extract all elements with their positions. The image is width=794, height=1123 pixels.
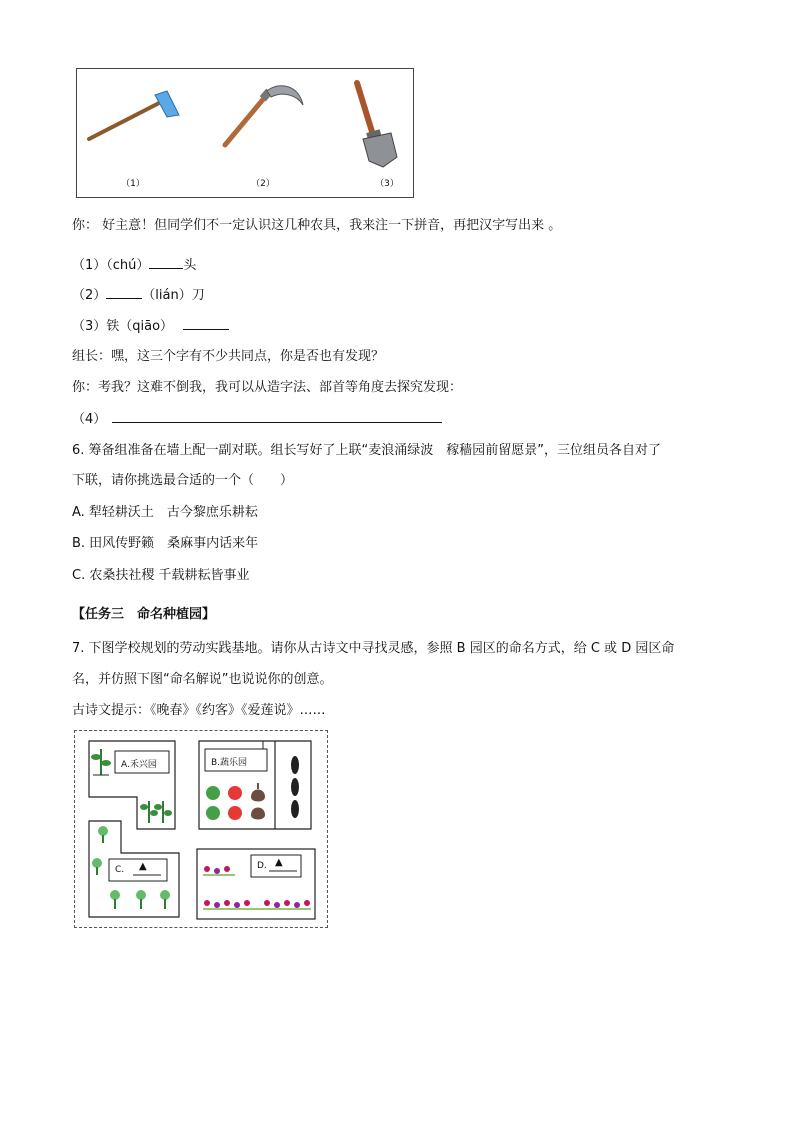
question-7-hint: 古诗文提示：《晚春》《约客》《爱莲说》…… bbox=[72, 703, 326, 718]
seedling-icon bbox=[91, 749, 111, 775]
question-4-prefix: （4） bbox=[72, 412, 107, 427]
question-3 bbox=[72, 317, 229, 336]
zone-a-label: A.禾兴园 bbox=[121, 760, 157, 770]
dialog-leader: 组长：嘿，这三个字有不少共同点，你是否也有发现？ bbox=[72, 349, 385, 364]
question-1-suffix: 头 bbox=[183, 258, 197, 273]
question-4 bbox=[72, 410, 442, 429]
question-1-prefix: （1）（chú） bbox=[72, 258, 150, 273]
tool-label-3: （3） bbox=[375, 179, 399, 189]
zone-b-label: B.蔬乐园 bbox=[211, 758, 248, 768]
question-6-stem-line1: 6. 筹备组准备在墙上配一副对联。组长写好了上联“麦浪涌绿波 稼穑园前留愿景”，三位组员各自对了 bbox=[72, 443, 662, 458]
question-6-option-b[interactable]: B. 田风传野籁 桑麻事内话来年 bbox=[72, 536, 259, 551]
tool-label-1: （1） bbox=[121, 179, 145, 189]
sickle-icon bbox=[217, 79, 307, 154]
tool-label-2: （2） bbox=[251, 179, 275, 189]
seedling-icon bbox=[140, 801, 172, 823]
answer-blank-3[interactable] bbox=[183, 317, 229, 330]
vegetable-icon bbox=[206, 783, 265, 820]
question-2-prefix: （2） bbox=[72, 288, 107, 303]
task-3-heading: 【任务三 命名种植园】 bbox=[72, 607, 216, 622]
question-1 bbox=[72, 256, 196, 275]
eggplant-icon bbox=[291, 756, 299, 818]
zone-c-placeholder[interactable]: ▲ bbox=[139, 861, 147, 872]
question-6-option-a[interactable]: A. 犁轻耕沃土 古今黎庶乐耕耘 bbox=[72, 505, 258, 520]
answer-blank-4[interactable] bbox=[112, 410, 442, 423]
question-7-stem-line1: 7. 下图学校规划的劳动实践基地。请你从古诗文中寻找灵感，参照 B 园区的命名方式，给 C 或 D 园区命 bbox=[72, 641, 675, 656]
zone-c-label: C. bbox=[115, 865, 125, 875]
hoe-icon bbox=[83, 83, 193, 153]
question-2 bbox=[72, 286, 205, 305]
farm-tools-figure bbox=[76, 68, 414, 198]
shovel-icon bbox=[347, 77, 407, 169]
question-7-stem-line2: 名，并仿照下图“命名解说”也说说你的创意。 bbox=[72, 672, 333, 687]
garden-plan-map bbox=[75, 731, 327, 927]
answer-blank-1[interactable] bbox=[149, 256, 183, 269]
dialog-you-1: 你： 好主意！但同学们不一定认识这几种农具，我来注一下拼音，再把汉字写出来 。 bbox=[72, 218, 562, 233]
question-6-stem-line2: 下联，请你挑选最合适的一个（ ） bbox=[72, 473, 294, 488]
question-6-option-c[interactable]: C. 农桑扶社稷 千载耕耘皆事业 bbox=[72, 568, 250, 583]
question-2-suffix: （lián）刀 bbox=[142, 288, 205, 303]
dialog-you-2: 你：考我？这难不倒我，我可以从造字法、部首等角度去探究发现： bbox=[72, 380, 463, 395]
question-3-prefix: （3）铁（qiāo） bbox=[72, 319, 174, 334]
zone-d-placeholder[interactable]: ▲ bbox=[275, 857, 283, 868]
garden-plan-figure bbox=[74, 730, 328, 928]
answer-blank-2[interactable] bbox=[106, 286, 142, 299]
zone-d-label: D. bbox=[257, 861, 267, 871]
